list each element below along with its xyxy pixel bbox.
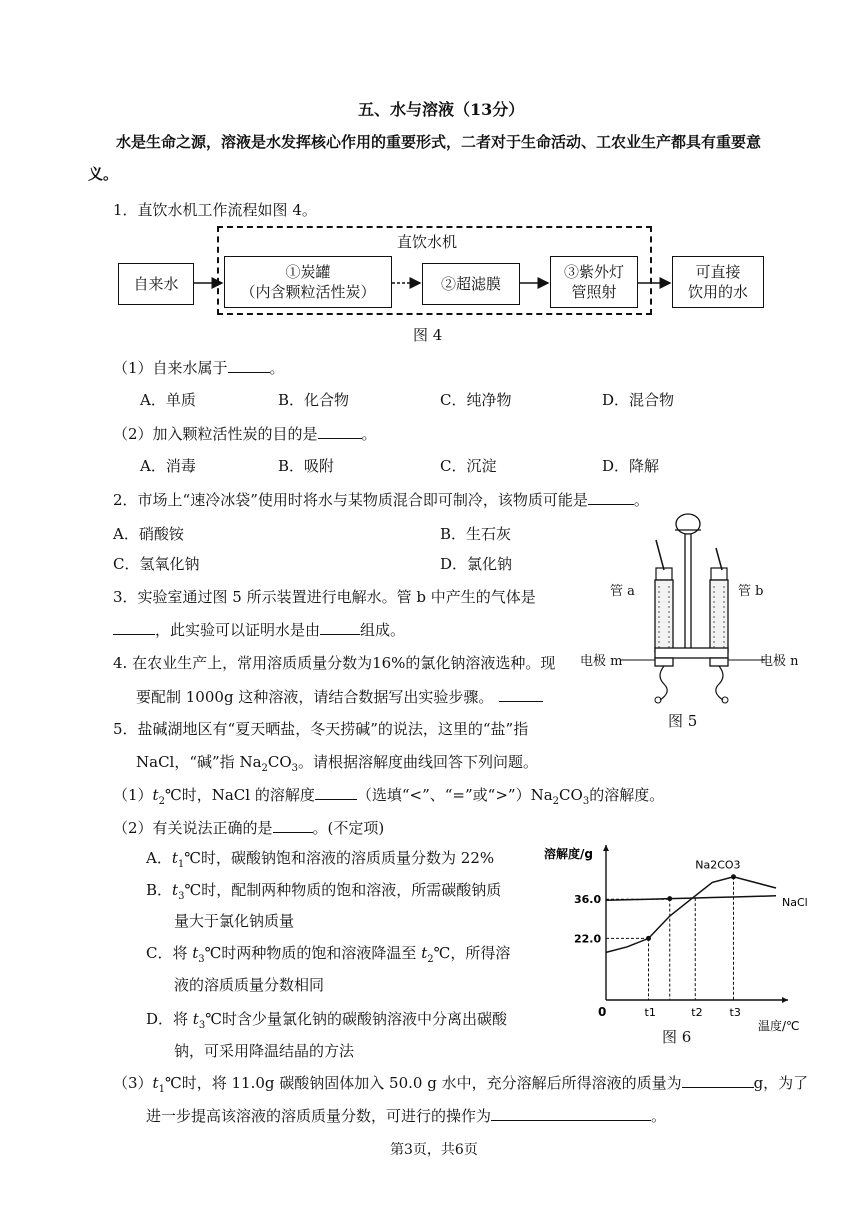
opt-b-b: ℃时，配制两种物质的饱和溶液，所需碳酸钠质 [184,881,502,899]
answer-blank[interactable] [315,799,357,800]
answer-blank[interactable] [228,372,270,373]
source-label: 自来水 [133,275,179,293]
q1-sub2-text: （2）加入颗粒活性炭的目的是 [113,425,318,443]
electrode-n-label: 电极 n [760,654,799,669]
q5-sub1-t: t [152,786,159,804]
answer-blank[interactable] [499,701,543,702]
step-2-label: ②超滤膜 [440,275,501,293]
step-3-line-2: 管照射 [571,283,617,301]
question-1-stem: 1．直饮水机工作流程如图 4。 [113,201,317,219]
q5-option-d [146,1009,507,1036]
answer-blank[interactable] [318,438,362,439]
q5-sub3-a: （3） [113,1074,153,1092]
q4-line2-text: 要配制 1000g 这种溶液，请结合数据写出实验步骤。 [136,688,494,706]
q1-sub2-option-b: B．吸附 [278,457,335,475]
answer-blank[interactable] [682,1087,754,1088]
series-label-na2co3: Na2CO3 [695,858,741,872]
opt-a-a: A． [146,849,172,867]
answer-blank[interactable] [113,634,155,635]
opt-c-b: ℃时两种物质的饱和溶液降温至 [204,944,422,962]
q5-line2-sub2: 3 [291,763,299,774]
q1-sub1-stem [113,358,285,378]
q1-sub2-option-a: A．消毒 [140,457,196,475]
question-3-line-1: 3．实验室通过图 5 所示装置进行电解水。管 b 中产生的气体是 [113,588,536,606]
electrode-m-label: 电极 m [580,654,623,669]
q5-sub1-d: 2 [552,796,560,807]
question-2-stem [113,490,649,510]
answer-blank[interactable] [588,504,634,505]
q5-sub3-end: 。 [651,1107,667,1125]
y-tick-36: 36.0 [574,893,602,907]
q5-sub1-b: ℃时，NaCl 的溶解度 [164,786,315,804]
x-tick-2: t3 [729,1006,741,1019]
figure-5-caption: 图 5 [668,712,698,730]
q5-line2-b: CO [267,753,292,771]
q5-option-c-line-2: 液的溶质质量分数相同 [174,976,325,994]
q5-sub3-c: g，为了 [753,1074,809,1092]
q5-sub1-g: 的溶解度。 [589,786,665,804]
q5-sub1-f: 3 [582,796,590,807]
opt-b-tsub: 3 [178,891,185,902]
question-4-line-1: 4. 在农业生产上，常用溶质质量分数为16%的氯化钠溶液选种。现 [113,654,556,672]
opt-c-t: t [192,944,199,962]
q3-line2-tail: 组成。 [360,621,406,639]
q5-option-b [146,880,501,907]
q1-sub1-text: （1）自来水属于 [113,359,228,377]
opt-c-t2sub: 2 [427,954,434,965]
q5-sub1-c: （选填“<”、“=”或“>”）Na [356,786,553,804]
opt-c-t2: t [421,944,428,962]
step-3-line-1: ③紫外灯 [563,263,624,281]
opt-c-a: C．将 [146,944,193,962]
series-label-nacl: NaCl [782,895,808,909]
question-5-line-2 [136,752,538,779]
q2-option-c: C．氢氧化钠 [113,555,200,573]
intro-line-2: 义。 [88,165,119,183]
q1-sub1-end: 。 [269,359,285,377]
q5-sub1-tsub: 2 [158,796,165,807]
opt-b-t: t [172,881,179,899]
q2-stem-text: 2．市场上“速冷冰袋”使用时将水与某物质混合即可制冷，该物质可能是 [113,491,588,509]
q5-option-c [146,943,510,970]
origin-label: 0 [598,1005,607,1019]
page-footer: 第3页，共6页 [390,1142,478,1158]
q2-option-b: B．生石灰 [440,525,512,543]
opt-b-a: B． [146,881,173,899]
opt-a-tsub: 1 [177,859,185,870]
opt-a-b: ℃时，碳酸钠饱和溶液的溶质质量分数为 22% [184,849,495,867]
q1-sub1-option-d: D．混合物 [602,391,675,409]
opt-d-a: D．将 [146,1010,193,1028]
series-line-0 [606,877,776,953]
q2-stem-end: 。 [633,491,649,509]
opt-d-tsub: 3 [198,1020,206,1031]
y-axis-label: 溶解度/g [544,847,593,861]
x-axis-label: 温度/℃ [758,1019,800,1033]
intro-line-1: 水是生命之源，溶液是水发挥核心作用的重要形式，二者对于生命活动、工农业生产都具有重要意 [116,133,762,151]
q5-sub3 [113,1073,808,1100]
y-tick-22: 22.0 [574,932,602,946]
answer-blank[interactable] [320,634,360,635]
step-1-line-1: ①炭罐 [285,263,331,281]
q5-sub1-e: CO [559,786,583,804]
q5-option-a [146,848,494,875]
q5-sub3-t: t [152,1074,159,1092]
q5-sub3-tsub: 1 [158,1084,165,1095]
opt-c-tsub: 3 [198,954,205,965]
opt-c-c: ℃，所得溶 [433,944,511,962]
solubility-chart-svg [540,840,808,1045]
figure-6-caption: 图 6 [662,1028,692,1046]
section-title: 五、水与溶液（13分） [358,100,525,119]
opt-d-t: t [192,1010,199,1028]
q5-sub2 [113,818,384,838]
q2-option-a: A．硝酸铵 [113,525,184,543]
tube-b-label: 管 b [738,584,764,599]
machine-label: 直饮水机 [397,233,458,251]
q1-sub2-option-d: D．降解 [602,457,660,475]
figure-4-caption: 图 4 [413,326,443,344]
electrolysis-apparatus-drawing [560,510,860,730]
q1-sub1-option-b: B．化合物 [278,391,350,409]
output-line-2: 饮用的水 [687,283,748,301]
q3-line2-text: ，此实验可以证明水是由 [155,621,321,639]
q2-option-d: D．氯化钠 [440,555,513,573]
y-axis-arrow [603,845,609,851]
tube-a-label: 管 a [610,584,635,599]
q5-sub3-line-2 [146,1106,666,1126]
q5-line2-a: NaCl，“碱”指 Na [136,753,262,771]
opt-a-t: t [171,849,178,867]
q1-sub2-stem [113,424,377,444]
q5-line2-sub: 2 [261,763,268,774]
answer-blank[interactable] [273,832,313,833]
q5-sub2-end: 。(不定项) [312,819,385,837]
output-line-1: 可直接 [695,263,741,281]
question-5-line-1: 5．盐碱湖地区有“夏天晒盐，冬天捞碱”的说法，这里的“盐”指 [113,720,529,738]
question-3-line-2 [113,620,405,640]
flow-arrows [0,0,868,340]
q1-sub2-end: 。 [361,425,377,443]
q5-option-b-line-2: 量大于氯化钠质量 [174,912,295,930]
q1-sub1-option-c: C．纯净物 [440,391,512,409]
q5-sub3-b: ℃时，将 11.0g 碳酸钠固体加入 50.0 g 水中，充分溶解后所得溶液的质量为 [164,1074,682,1092]
x-tick-1: t2 [691,1006,703,1019]
q5-sub1-a: （1） [113,786,153,804]
x-axis-arrow [782,997,788,1003]
q5-sub1 [113,785,664,812]
q5-option-d-line-2: 钠，可采用降温结晶的方法 [174,1042,355,1060]
q1-sub2-option-c: C．沉淀 [440,457,497,475]
q5-sub3-line2-text: 进一步提高该溶液的溶质质量分数，可进行的操作为 [146,1107,492,1125]
question-4-line-2 [136,687,543,707]
x-tick-0: t1 [644,1006,656,1019]
step-1-line-2: （内含颗粒活性炭） [240,283,376,301]
opt-d-b: ℃时含少量氯化钠的碳酸钠溶液中分离出碳酸 [205,1010,507,1028]
q5-line2-c: 。请根据溶解度曲线回答下列问题。 [298,753,539,771]
answer-blank[interactable] [491,1120,651,1121]
q1-sub1-option-a: A．单质 [140,391,196,409]
q5-sub2-text: （2）有关说法正确的是 [113,819,273,837]
